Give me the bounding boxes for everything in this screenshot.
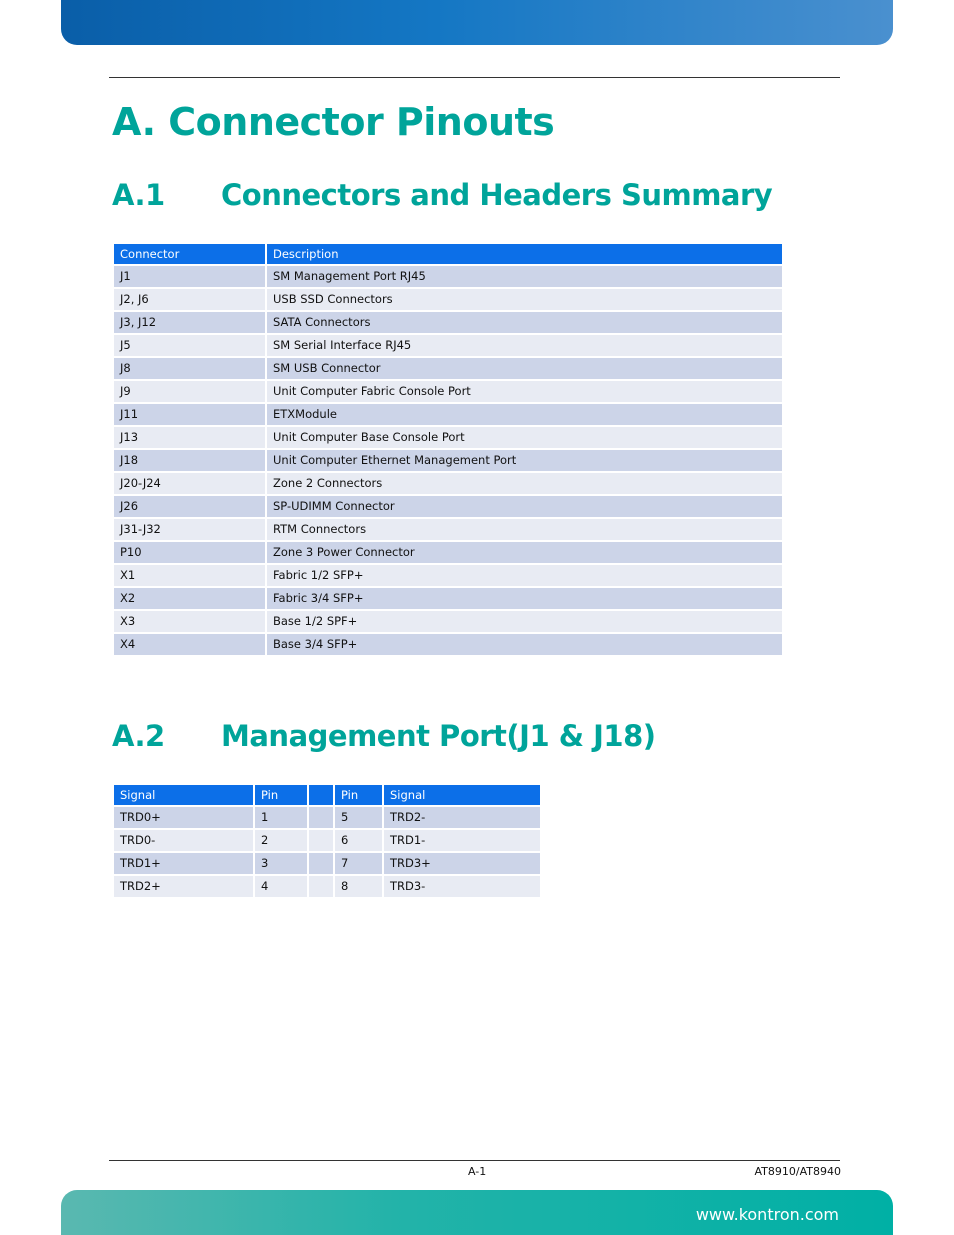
table-cell: J11 [114, 404, 265, 425]
table-row [114, 519, 782, 540]
table-row [114, 542, 782, 563]
table-cell: RTM Connectors [267, 519, 782, 540]
table-cell: X4 [114, 634, 265, 655]
table-cell: SM Management Port RJ45 [267, 266, 782, 287]
website-link[interactable]: www.kontron.com [695, 1205, 839, 1224]
table-cell: 1 [255, 807, 307, 828]
table-cell: TRD0+ [114, 807, 253, 828]
footer-rule [109, 1160, 840, 1161]
table-header-row [114, 785, 540, 805]
table-row [114, 830, 540, 851]
table-cell: X2 [114, 588, 265, 609]
table-cell: TRD2+ [114, 876, 253, 897]
section-heading-management-port [112, 719, 656, 753]
table-cell: Zone 2 Connectors [267, 473, 782, 494]
table-cell: J20-J24 [114, 473, 265, 494]
table-cell: J9 [114, 381, 265, 402]
table-cell [309, 853, 333, 874]
table-cell: 6 [335, 830, 382, 851]
table-cell: TRD1- [384, 830, 540, 851]
table-cell: 3 [255, 853, 307, 874]
table-row [114, 335, 782, 356]
table-row [114, 381, 782, 402]
table-row [114, 473, 782, 494]
table-row [114, 358, 782, 379]
table-row [114, 289, 782, 310]
table-header-row [114, 244, 782, 264]
section-number: A.2 [112, 719, 165, 753]
table-cell [309, 830, 333, 851]
table-row [114, 404, 782, 425]
table-cell: TRD3+ [384, 853, 540, 874]
table-cell: Unit Computer Fabric Console Port [267, 381, 782, 402]
table-cell: SM USB Connector [267, 358, 782, 379]
table-cell: Unit Computer Base Console Port [267, 427, 782, 448]
table-row [114, 611, 782, 632]
page-number: A-1 [468, 1165, 487, 1178]
table-cell: SP-UDIMM Connector [267, 496, 782, 517]
section-title: Connectors and Headers Summary [221, 178, 773, 212]
section-heading-summary [112, 178, 772, 212]
table-row [114, 876, 540, 897]
table-cell: 2 [255, 830, 307, 851]
table-cell: X1 [114, 565, 265, 586]
table-cell: Zone 3 Power Connector [267, 542, 782, 563]
header-rule [109, 77, 840, 78]
table-cell: J13 [114, 427, 265, 448]
column-header-signal: Signal [114, 785, 253, 805]
table-cell: 4 [255, 876, 307, 897]
table-cell: J26 [114, 496, 265, 517]
column-header-signal: Signal [384, 785, 540, 805]
table-row [114, 450, 782, 471]
table-row [114, 565, 782, 586]
product-name: AT8910/AT8940 [754, 1165, 841, 1178]
column-header-pin: Pin [335, 785, 382, 805]
column-header-connector: Connector [114, 244, 265, 264]
table-cell: Fabric 3/4 SFP+ [267, 588, 782, 609]
table-cell: USB SSD Connectors [267, 289, 782, 310]
table-row [114, 427, 782, 448]
chapter-title: A. Connector Pinouts [112, 100, 555, 144]
table-row [114, 496, 782, 517]
table-cell: P10 [114, 542, 265, 563]
table-cell: J31-J32 [114, 519, 265, 540]
table-cell: Base 1/2 SPF+ [267, 611, 782, 632]
table-cell: X3 [114, 611, 265, 632]
section-title: Management Port(J1 & J18) [221, 719, 656, 753]
column-header-spacer [309, 785, 333, 805]
connectors-summary-table [112, 242, 784, 657]
table-cell: SATA Connectors [267, 312, 782, 333]
management-port-pinout-table [112, 783, 542, 899]
column-header-pin: Pin [255, 785, 307, 805]
table-row [114, 588, 782, 609]
table-cell: J5 [114, 335, 265, 356]
table-cell: 7 [335, 853, 382, 874]
table-cell: TRD3- [384, 876, 540, 897]
table-cell: ETXModule [267, 404, 782, 425]
table-cell: J18 [114, 450, 265, 471]
table-cell: J2, J6 [114, 289, 265, 310]
table-row [114, 807, 540, 828]
table-cell [309, 807, 333, 828]
table-cell: Unit Computer Ethernet Management Port [267, 450, 782, 471]
table-cell: 8 [335, 876, 382, 897]
table-cell: TRD1+ [114, 853, 253, 874]
footer-band [61, 1190, 893, 1235]
table-cell: 5 [335, 807, 382, 828]
table-cell: J1 [114, 266, 265, 287]
table-cell: J8 [114, 358, 265, 379]
header-band [61, 0, 893, 45]
section-number: A.1 [112, 178, 165, 212]
column-header-description: Description [267, 244, 782, 264]
table-row [114, 634, 782, 655]
table-cell [309, 876, 333, 897]
table-cell: TRD2- [384, 807, 540, 828]
table-row [114, 266, 782, 287]
table-cell: TRD0- [114, 830, 253, 851]
table-cell: Fabric 1/2 SFP+ [267, 565, 782, 586]
table-row [114, 853, 540, 874]
table-row [114, 312, 782, 333]
table-cell: Base 3/4 SFP+ [267, 634, 782, 655]
table-cell: J3, J12 [114, 312, 265, 333]
table-cell: SM Serial Interface RJ45 [267, 335, 782, 356]
